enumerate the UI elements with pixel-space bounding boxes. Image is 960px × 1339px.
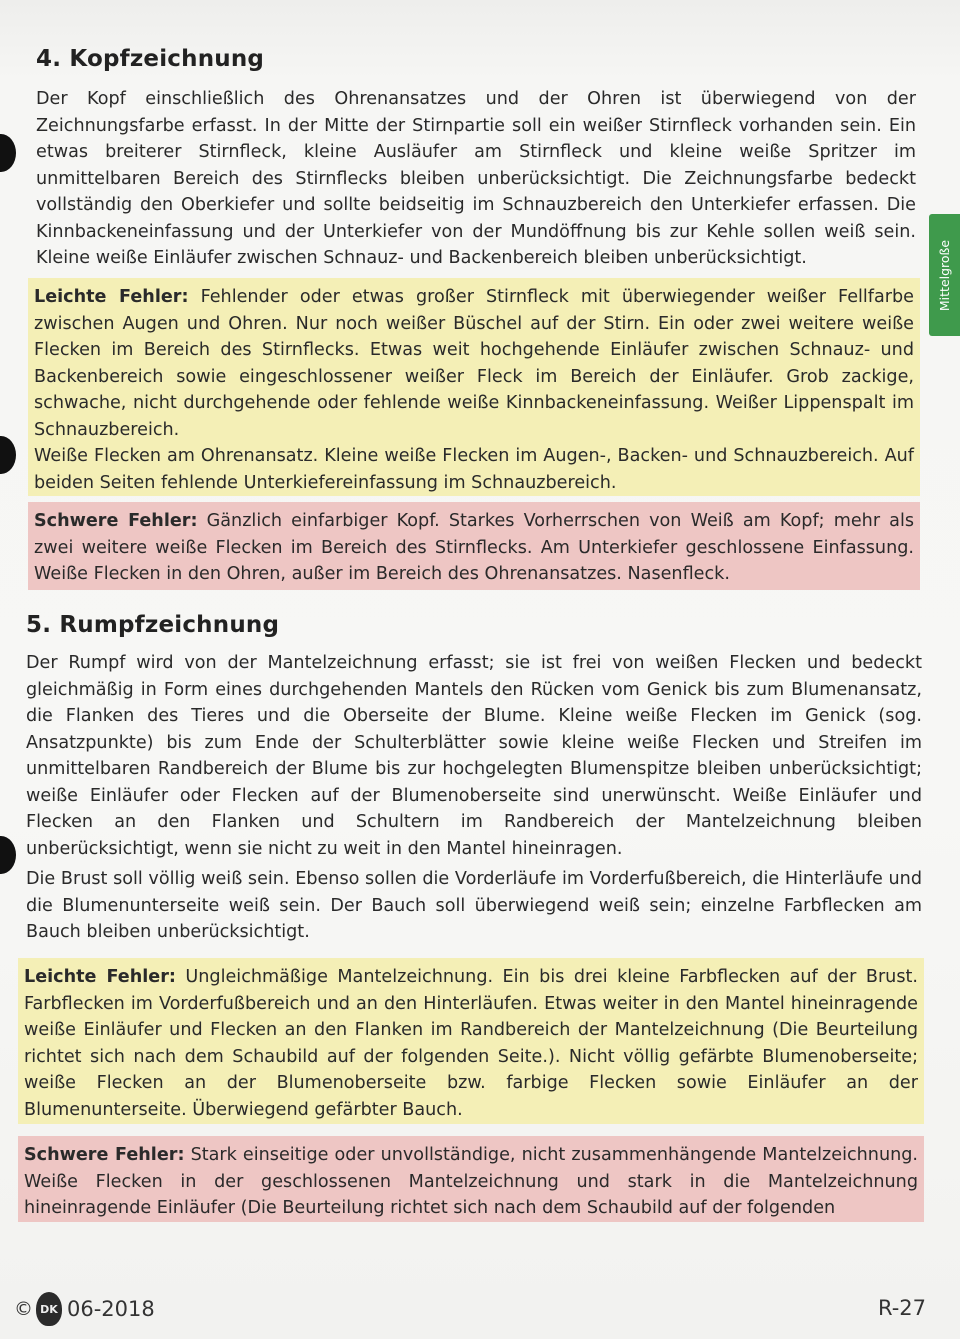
major-faults-text: Stark einseitige oder unvollständige, nicht zusammenhängende Mantelzeichnung. Weiße Flecken in der geschlossenen Mantelzeichnung und stark in die Mantelzeichnung hineinragende Einläufer (Die Beurteilung richtet sich nach dem Schaubild auf der folgenden <box>24 1145 919 1218</box>
side-tab-category[interactable] <box>929 214 960 336</box>
major-faults-box-head <box>28 502 920 590</box>
major-faults-box-body <box>18 1136 924 1222</box>
major-faults-label: Schwere Fehler: <box>24 1145 185 1165</box>
minor-faults-box-head <box>28 278 920 496</box>
major-faults-paragraph <box>24 1142 918 1222</box>
publisher-logo-icon: DK <box>36 1292 62 1326</box>
page-number: R-27 <box>877 1296 926 1320</box>
section5-body-1: Der Rumpf wird von der Mantelzeichnung erfasst; sie ist frei von weißen Flecken und bedeckt gleichmäßig in Form eines durchgehenden Mantels den Rücken vom Genick bis zum Blumenansatz, die Flanken des Tieres und die Oberseite der Blume. Kleine weiße Flecken im Genick (sog. Ansatzpunkte) bis zum Ende der Schulterblätter sowie kleine weiße Flecken und Streifen im unmittelbaren Randbereich der Blume bis zur hochgelegten Blumenspitze bleiben unberücksichtigt; weiße Einläufer oder Flecken auf der Blumenoberseite sind unerwünscht. Weiße Einläufer und Flecken an den Flanken und Schultern im Randbereich der Mantelzeichnung bleiben unberücksichtigt, wenn sie nicht zu weit in den Mantel hineinragen. <box>26 653 922 859</box>
footer-date: 06-2018 <box>67 1297 155 1321</box>
minor-faults-label: Leichte Fehler: <box>34 287 189 307</box>
section5-body-2: Die Brust soll völlig weiß sein. Ebenso sollen die Vorderläufe im Vorderfußbereich, die Hinterläufe und die Blumenunterseite weiß sein. Der Bauch soll überwiegend weiß sein; einzelne Farbflecken am Bauch bleiben unberücksichtigt. <box>26 869 922 942</box>
copyright-symbol: © <box>14 1298 33 1320</box>
punch-hole <box>0 836 16 874</box>
side-tab-label: Mittelgroße <box>937 239 953 311</box>
minor-faults-box-body <box>18 958 924 1124</box>
minor-faults-paragraph <box>24 964 918 1123</box>
punch-hole <box>0 436 16 474</box>
section4-body: Der Kopf einschließlich des Ohrenansatzes und der Ohren ist überwiegend von der Zeichnungsfarbe erfasst. In der Mitte der Stirnpartie soll ein weißer Stirnfleck vorhanden sein. Ein etwas breiterer Stirnfleck, kleine Ausläufer am Stirnfleck und kleine weiße Spritzer im unmittelbaren Bereich des Stirnflecks bleiben unberücksichtigt. Die Zeichnungsfarbe bedeckt vollständig den Oberkiefer und sollte beidseitig im Schnauzbereich den Unterkiefer erfassen. Die Kinnbackeneinfassung und der Unterkiefer von der Mundöffnung bis zur Kehle sollen weiß sein. Kleine weiße Einläufer zwischen Schnauz- und Backenbereich bleiben unberücksichtigt. <box>36 89 916 268</box>
punch-hole <box>0 134 16 172</box>
footer-left <box>14 1292 155 1326</box>
major-faults-label: Schwere Fehler: <box>34 511 198 531</box>
major-faults-paragraph <box>34 508 914 588</box>
minor-faults-paragraph-2: Weiße Flecken am Ohrenansatz. Kleine weiße Flecken im Augen-, Backen- und Schnauzbereich. Auf beiden Seiten fehlende Unterkiefereinfassung im Schnauzbereich. <box>34 446 914 493</box>
minor-faults-text: Fehlender oder etwas großer Stirnfleck mit überwiegender weißer Fellfarbe zwischen Augen und Ohren. Nur noch weißer Büschel auf der Stirn. Ein oder zwei weitere weiße Flecken im Bereich des Stirnflecks. Etwas weit hochgehende Einläufer zwischen Schnauz- und Backenbereich sowie eingeschlossener weißer Fleck im Bereich der Einläufer. Grob zackige, schwache, nicht durchgehende oder fehlende weiße Kinnbackeneinfassung. Weißer Lippenspalt im Schnauzbereich. <box>34 287 914 440</box>
minor-faults-text: Ungleichmäßige Mantelzeichnung. Ein bis drei kleine Farbflecken auf der Brust. Farbflecken im Vorderfußbereich und an den Hinterläufen. Etwas weiter in den Mantel hineinragende weiße Einläufer und Flecken an den Flanken im Randbereich der Mantelzeichnung (Die Beurteilung richtet sich nach dem Schaubild auf der folgenden Seite.). Nicht völlig gefärbte Blumenoberseite; weiße Flecken an der Blumenoberseite bzw. farbige Flecken sowie Einläufer an der Blumenunterseite. Überwiegend gefärbter Bauch. <box>24 967 918 1120</box>
minor-faults-paragraph <box>34 284 914 443</box>
major-faults-text: Gänzlich einfarbiger Kopf. Starkes Vorherrschen von Weiß am Kopf; mehr als zwei weitere weiße Flecken im Bereich des Stirnflecks. Am Unterkiefer geschlossene Einfassung. Weiße Flecken in den Ohren, außer im Bereich des Ohrenansatzes. Nasenfleck. <box>34 511 915 584</box>
section-title-kopfzeichnung: 4. Kopfzeichnung <box>36 46 265 72</box>
minor-faults-label: Leichte Fehler: <box>24 967 176 987</box>
section-title-rumpfzeichnung: 5. Rumpfzeichnung <box>26 612 280 638</box>
